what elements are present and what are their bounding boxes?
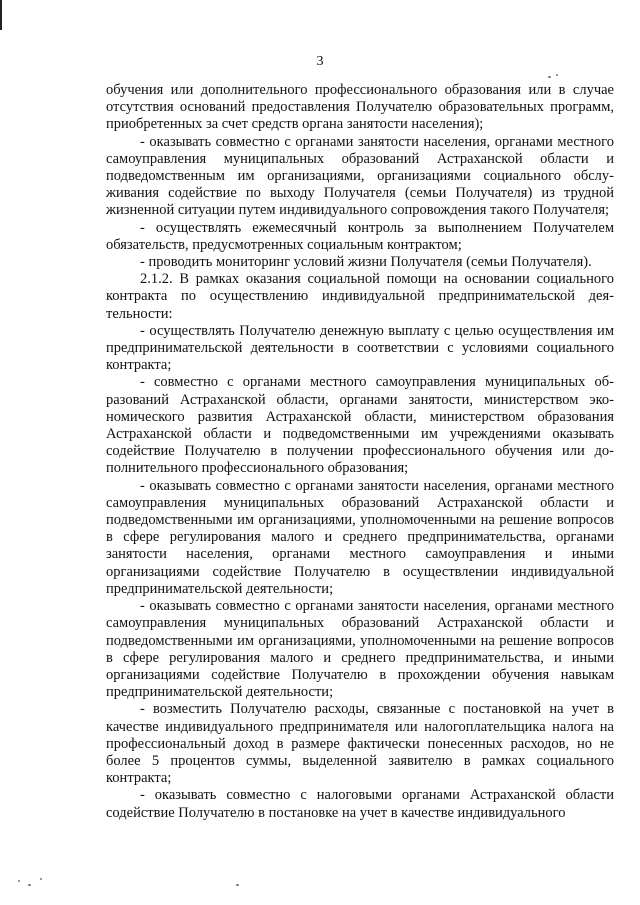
scan-speck [236,884,239,886]
scan-speck [556,74,558,76]
scan-edge-mark [0,0,2,30]
paragraph: - осуществлять ежемесячный контроль за выполнением Получателем обязательств, предусмотренных социальным контрактом; [106,219,614,253]
paragraph: - оказывать совместно с органами занятости населения, органами местного самоуправления муниципальных образований Астраханской области и подведомственными им организациями, уполномоченными на решение вопросов в сфере регулирования малого и среднего предпринимательства, органами занятости населения, органами местного самоуправления и иными организациями содействие Получателю в осуществлении индивидуальной предпринимательской деятельности; [106,477,614,597]
paragraph: - совместно с органами местного самоуправления муниципальных образований Астраханской области, органами занятости, министерством экономического развития Астраханской области, министерством образования Астраханской области и подведомственными им учреждениями оказывать содействие Получателю в получении профессионального обучения или дополнительного профессионального образования; [106,374,614,477]
paragraph: - проводить мониторинг условий жизни Получателя (семьи Получателя). [140,254,592,271]
scan-speck [18,880,20,882]
document-body [106,82,614,822]
scan-speck [548,76,551,78]
scan-speck [28,884,31,886]
paragraph: - оказывать совместно с налоговыми органами Астраханской области содействие Получателю в постановке на учет в качестве индивидуального [106,787,614,821]
paragraph: - осуществлять Получателю денежную выплату с целью осуществления им предпринимательской деятельности в соответствии с условиями социального контракта; [106,322,614,374]
paragraph: 2.1.2. В рамках оказания социальной помощи на основании социального контракта по осуществлению индивидуальной предпринимательской деятельности: [106,271,614,322]
paragraph: - возместить Получателю расходы, связанные с постановкой на учет в качестве индивидуального предпринимателя или налогоплательщика налога на профессиональный доход в размере фактически понесенных расходов, но не более 5 процентов суммы, выделенной заявителю в рамках социального контракта; [106,701,614,787]
paragraph: - оказывать совместно с органами занятости населения, органами местного самоуправления муниципальных образований Астраханской области и подведомственными им организациями, уполномоченными на решение вопросов в сфере регулирования малого и среднего предпринимательства, и иными организациями содействие Получателю в прохождении обучения навыкам предпринимательской деятельности; [106,598,614,701]
scan-speck [40,878,42,880]
page-number: 3 [316,54,324,69]
paragraph: обучения или дополнительного профессионального образования или в случае отсутствия оснований предоставления Получателю образовательных программ, приобретенных за счет средств органа занятости населения); [106,82,614,133]
paragraph: - оказывать совместно с органами занятости населения, органами местного самоуправления муниципальных образований Астраханской области и подведомственным им организациями, организациями социального обслуживания содействие по выходу Получателя (семьи Получателя) из трудной жизненной ситуации путем индивидуального сопровождения такого Получателя; [106,133,614,219]
